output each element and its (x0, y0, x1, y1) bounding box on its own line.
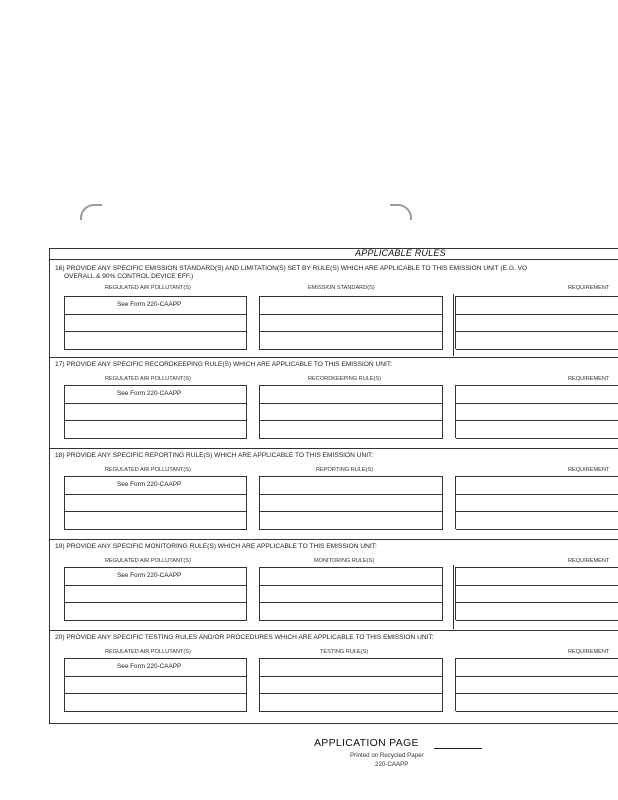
col-header-pollutant: REGULATED AIR POLLUTANT(S) (105, 285, 191, 291)
requirement-entry-box[interactable] (455, 296, 618, 349)
pollutant-entry-box[interactable] (64, 658, 247, 712)
form-id: 220-CAAPP (375, 761, 409, 768)
question-16-line2: OVERALL & 90% CONTROL DEVICE EFF.) (64, 273, 194, 280)
punch-hole-right (390, 204, 412, 220)
col-header-pollutant: REGULATED AIR POLLUTANT(S) (105, 649, 191, 655)
pollutant-entry-box[interactable] (64, 567, 247, 621)
monitoring-entry-box[interactable] (259, 567, 443, 621)
section-testing (50, 631, 618, 722)
title-row (50, 249, 618, 260)
col-header-requirement: REQUIREMENT (568, 649, 610, 655)
col-header-requirement: REQUIREMENT (568, 467, 610, 473)
col-header-testing: TESTING RULE(S) (320, 649, 369, 655)
pollutant-entry: See Form 220-CAAPP (117, 572, 182, 579)
col-header-pollutant: REGULATED AIR POLLUTANT(S) (105, 467, 191, 473)
question-16: 16) PROVIDE ANY SPECIFIC EMISSION STANDARD(S) AND LIMITATION(S) SET BY RULE(S) WHICH ARE APPLICABLE TO THIS EMISSION UNIT (E.G. VO (55, 265, 528, 272)
printed-note: Printed on Recycled Paper (350, 752, 424, 759)
pollutant-entry-box[interactable] (64, 385, 247, 439)
requirement-entry-box[interactable] (455, 567, 618, 620)
requirement-entry-box[interactable] (455, 658, 618, 711)
col-header-recordkeeping: RECORDKEEPING RULE(S) (308, 376, 382, 382)
pollutant-entry-box[interactable] (64, 296, 247, 350)
col-header-monitoring: MONITORING RULE(S) (314, 558, 375, 564)
col-header-reporting: REPORTING RULE(S) (316, 467, 374, 473)
page-number-blank[interactable] (434, 748, 482, 749)
col-header-pollutant: REGULATED AIR POLLUTANT(S) (105, 376, 191, 382)
col-header-requirement: REQUIREMENT (568, 558, 610, 564)
applicable-rules-form (49, 248, 618, 724)
testing-entry-box[interactable] (259, 658, 443, 712)
requirement-entry-box[interactable] (455, 476, 618, 529)
recordkeeping-entry-box[interactable] (259, 385, 443, 439)
col-header-requirement: REQUIREMENT (568, 376, 610, 382)
col-header-standard: EMISSION STANDARD(S) (308, 285, 375, 291)
col-header-pollutant: REGULATED AIR POLLUTANT(S) (105, 558, 191, 564)
application-page-title: APPLICATION PAGE (314, 737, 419, 749)
question-19: 19) PROVIDE ANY SPECIFIC MONITORING RULE(S) WHICH ARE APPLICABLE TO THIS EMISSION UNIT: (55, 543, 377, 550)
reporting-entry-box[interactable] (259, 476, 443, 530)
form-title: APPLICABLE RULES (355, 248, 446, 258)
section-reporting (50, 449, 618, 540)
question-18: 18) PROVIDE ANY SPECIFIC REPORTING RULE(S) WHICH ARE APPLICABLE TO THIS EMISSION UNIT: (55, 452, 374, 459)
pollutant-entry-box[interactable] (64, 476, 247, 530)
column-divider (453, 294, 454, 356)
pollutant-entry: See Form 220-CAAPP (117, 301, 182, 308)
question-20: 20) PROVIDE ANY SPECIFIC TESTING RULES AND/OR PROCEDURES WHICH ARE APPLICABLE TO THIS EMISSION UNIT: (55, 634, 434, 641)
section-emission-standards (50, 260, 618, 358)
pollutant-entry: See Form 220-CAAPP (117, 390, 182, 397)
requirement-entry-box[interactable] (455, 385, 618, 438)
question-17: 17) PROVIDE ANY SPECIFIC RECORDKEEPING RULE(S) WHICH ARE APPLICABLE TO THIS EMISSION UNIT: (55, 361, 392, 368)
section-monitoring (50, 540, 618, 631)
punch-hole-left (80, 204, 102, 220)
pollutant-entry: See Form 220-CAAPP (117, 663, 182, 670)
section-recordkeeping (50, 358, 618, 449)
standard-entry-box[interactable] (259, 296, 443, 350)
column-divider (453, 565, 454, 629)
pollutant-entry: See Form 220-CAAPP (117, 481, 182, 488)
col-header-requirement: REQUIREMENT (568, 285, 610, 291)
